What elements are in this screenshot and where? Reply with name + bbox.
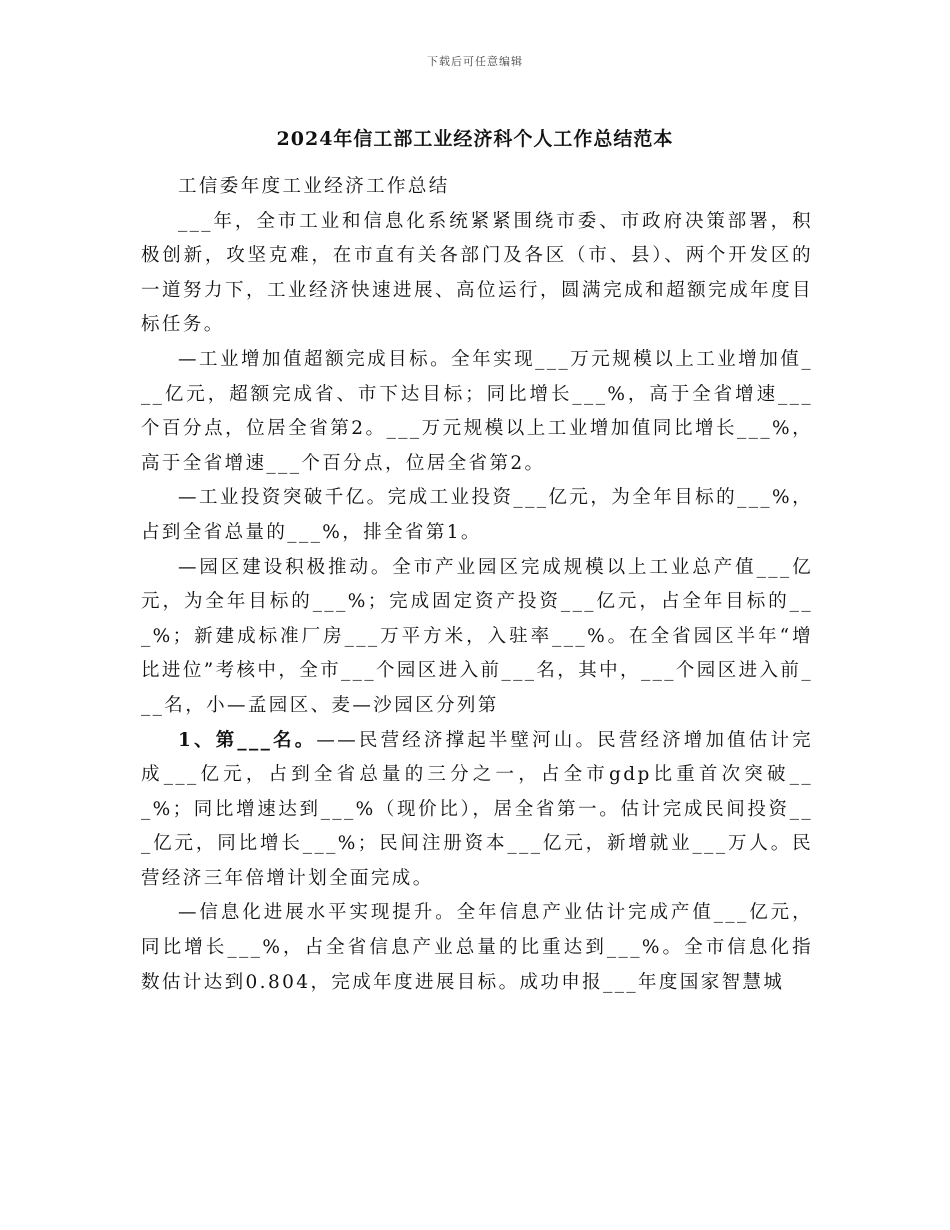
paragraph-intro: ___年，全市工业和信息化系统紧紧围绕市委、市政府决策部署，积极创新，攻坚克难，在市直有关各部门及各区（市、县）、两个开发区的一道努力下，工业经济快速进展、高位运行，圆满完成和超额完成年度目标任务。 — [141, 210, 813, 336]
paragraph-informatization: —信息化进展水平实现提升。全年信息产业估计完成产值___亿元，同比增长___%，占全省信息产业总量的比重达到___%。全市信息化指数估计达到0.804，完成年度进展目标。成功申报___年度国家智慧城 — [141, 902, 813, 993]
page-header: 下载后可任意编辑 — [427, 55, 523, 68]
paragraph-industrial-investment: —工业投资突破千亿。完成工业投资___亿元，为全年目标的___%，占到全省总量的___%，排全省第1。 — [141, 487, 813, 543]
document-title: 2024年信工部工业经济科个人工作总结范本 — [276, 128, 674, 150]
document-body — [141, 170, 813, 1000]
paragraph-subtitle: 工信委年度工业经济工作总结 — [178, 176, 450, 197]
paragraph-lead-text: 1、第___名。 — [178, 729, 317, 751]
paragraph-park-construction: —园区建设积极推动。全市产业园区完成规模以上工业总产值___亿元，为全年目标的___%；完成固定资产投资___亿元，占全年目标的___%；新建成标准厂房___万平方米，入驻率___%。在全省园区半年“增比进位”考核中，全市___个园区进入前___名，其中，___个园区进入前___名，小—孟园区、麦—沙园区分列第 — [141, 556, 813, 716]
paragraph-body-text: ——民营经济撑起半壁河山。民营经济增加值估计完成___亿元，占到全省总量的三分之一，占全市gdp比重首次突破___%；同比增速达到___%（现价比），居全省第一。估计完成民间投资___亿元，同比增长___%；民间注册资本___亿元，新增就业___万人。民营经济三年倍增计划全面完成。 — [141, 729, 813, 889]
paragraph-industrial-value: —工业增加值超额完成目标。全年实现___万元规模以上工业增加值___亿元，超额完成省、市下达目标；同比增长___%，高于全省增速___个百分点，位居全省第2。___万元规模以上工业增加值同比增长___%，高于全省增速___个百分点，位居全省第2。 — [141, 348, 813, 474]
paragraph-private-economy — [141, 724, 813, 897]
